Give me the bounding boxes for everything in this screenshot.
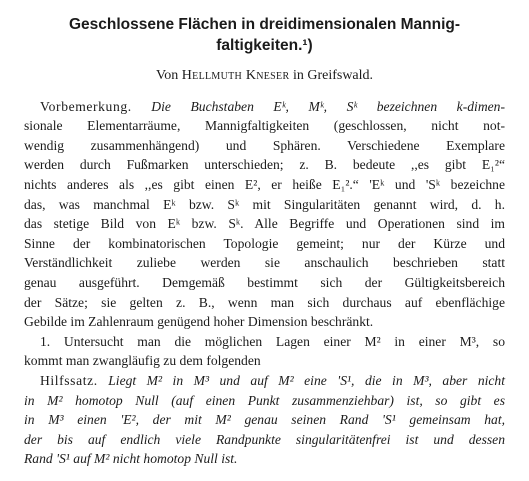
p1-line-4: nichts anderes als ,,es gibt einen E², er heiße E₁².“ 'Eᵏ und 'Sᵏ bezeichne [24, 176, 505, 192]
author-prefix: Von [155, 68, 179, 83]
author-name: Hellmuth Kneser [181, 68, 290, 83]
p1-line-6: das stetige Bild von Eᵏ bzw. Sᵏ. Alle Begriffe und Operationen sind im [24, 216, 505, 232]
p1-line-0-text: Die Buchstaben Eᵏ, Mᵏ, Sᵏ bezeichnen k-dimen- [131, 98, 505, 114]
paragraph-hilfssatz [24, 371, 505, 469]
title-line-1: Geschlossene Flächen in dreidimensionalen Mannig- [68, 16, 461, 33]
p3-line-1: in M² homotop Null (auf einen Punkt zusammenziehbar) ist, so gibt es [24, 392, 505, 408]
author-affiliation: in Greifswald. [292, 68, 374, 83]
paper-title [24, 14, 505, 56]
p1-label: Vorbemerkung. [40, 98, 132, 114]
p1-line-0 [24, 97, 505, 117]
p3-line-0-text: Liegt M² in M³ und auf M² eine 'S¹, die in M³, aber nicht [97, 372, 505, 388]
paragraph-vorbemerkung [24, 97, 505, 332]
p1-line-1: sionale Elementarräume, Mannigfaltigkeiten (geschlossen, nicht not- [24, 118, 505, 134]
p3-line-0 [24, 371, 505, 391]
p1-line-2: wendig zusammenhängend) und Sphären. Verschiedene Exemplare [24, 137, 505, 153]
p1-line-11: Gebilde im Zahlenraum genügend hoher Dimension beschränkt. [24, 314, 374, 330]
p2-line-1: kommt man zwangläufig zu dem folgenden [24, 353, 261, 369]
p3-line-4: Rand 'S¹ auf M² nicht homotop Null ist. [24, 451, 238, 467]
p1-line-9: genau ausgeführt. Demgemäß bestimmt sich der Gültigkeitsbereich [24, 274, 505, 290]
p1-line-3: werden durch Fußmarken unterschieden; z. B. bedeute ,,es gibt E₁²“ [24, 157, 505, 173]
p3-line-2: in M³ einen 'E², der mit M² genau seinen Rand 'S¹ gemeinsam hat, [24, 412, 505, 428]
p2-line-0: 1. Untersucht man die möglichen Lagen einer M² in einer M³, so [40, 333, 505, 349]
paragraph-section-1 [24, 332, 505, 371]
p1-line-10: der Sätze; sie gelten z. B., wenn man sich durchaus auf ebenflächige [24, 294, 505, 310]
title-line-2: faltigkeiten.¹) [216, 37, 313, 54]
p1-line-8: Verständlichkeit zuliebe werden sie anschaulich beschrieben statt [24, 255, 505, 271]
p3-line-3: der bis auf endlich viele Randpunkte singularitätenfrei ist und dessen [24, 431, 505, 447]
p3-label: Hilfssatz. [40, 372, 98, 388]
p1-line-5: das, was manchmal Eᵏ bzw. Sᵏ mit Singularitäten genannt wird, d. h. [24, 196, 505, 212]
p1-line-7: Sinne der kombinatorischen Topologie gemeint; nur der Kürze und [24, 235, 505, 251]
author-line [24, 66, 505, 86]
